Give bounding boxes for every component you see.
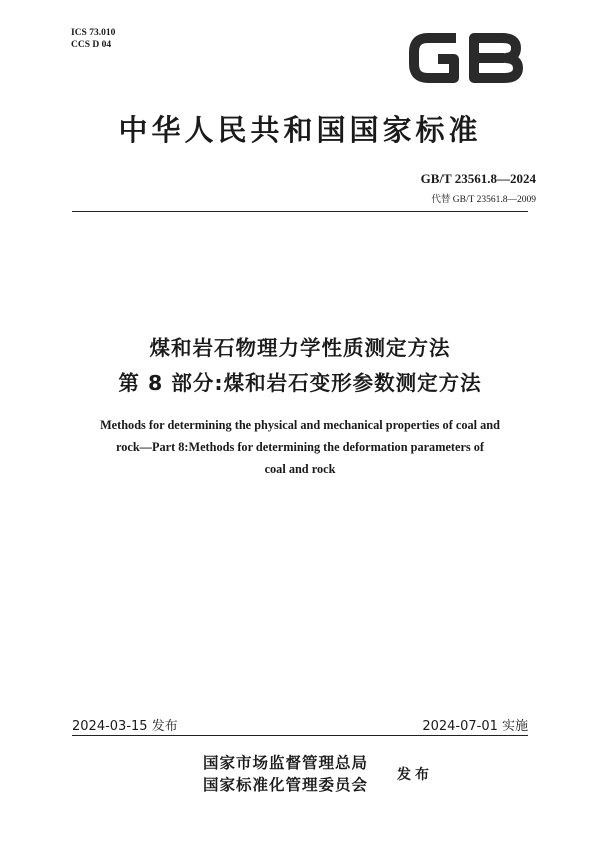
ccs-code: CCS D 04 bbox=[71, 40, 112, 50]
english-title-line2: rock—Part 8:Methods for determining the deformation parameters of bbox=[115, 440, 485, 454]
issuing-authorities bbox=[203, 752, 368, 796]
gb-logo bbox=[404, 26, 528, 90]
issuer-line2: 国家标准化管理委员会 bbox=[203, 775, 369, 794]
replaces-standard: 代替 GB/T 23561.8—2009 bbox=[431, 195, 536, 205]
classification-codes bbox=[71, 27, 115, 51]
ics-code: ICS 73.010 bbox=[71, 28, 116, 38]
publish-label: 发布 bbox=[397, 767, 433, 783]
english-title-line3: coal and rock bbox=[264, 462, 336, 476]
issuer-line1: 国家市场监督管理总局 bbox=[203, 753, 369, 772]
national-standard-title: 中华人民共和国国家标准 bbox=[118, 113, 482, 147]
footer-divider bbox=[72, 735, 528, 736]
chinese-title-line1: 煤和岩石物理力学性质测定方法 bbox=[149, 336, 451, 360]
header-divider bbox=[72, 211, 528, 212]
standard-code: GB/T 23561.8—2024 bbox=[420, 171, 536, 186]
issue-date: 2024-03-15 发布 bbox=[72, 719, 178, 734]
implementation-date: 2024-07-01 实施 bbox=[422, 719, 528, 734]
chinese-title-line2: 第 8 部分:煤和岩石变形参数测定方法 bbox=[118, 371, 482, 395]
english-title-line1: Methods for determining the physical and mechanical properties of coal and bbox=[100, 418, 500, 432]
english-title bbox=[80, 414, 520, 480]
